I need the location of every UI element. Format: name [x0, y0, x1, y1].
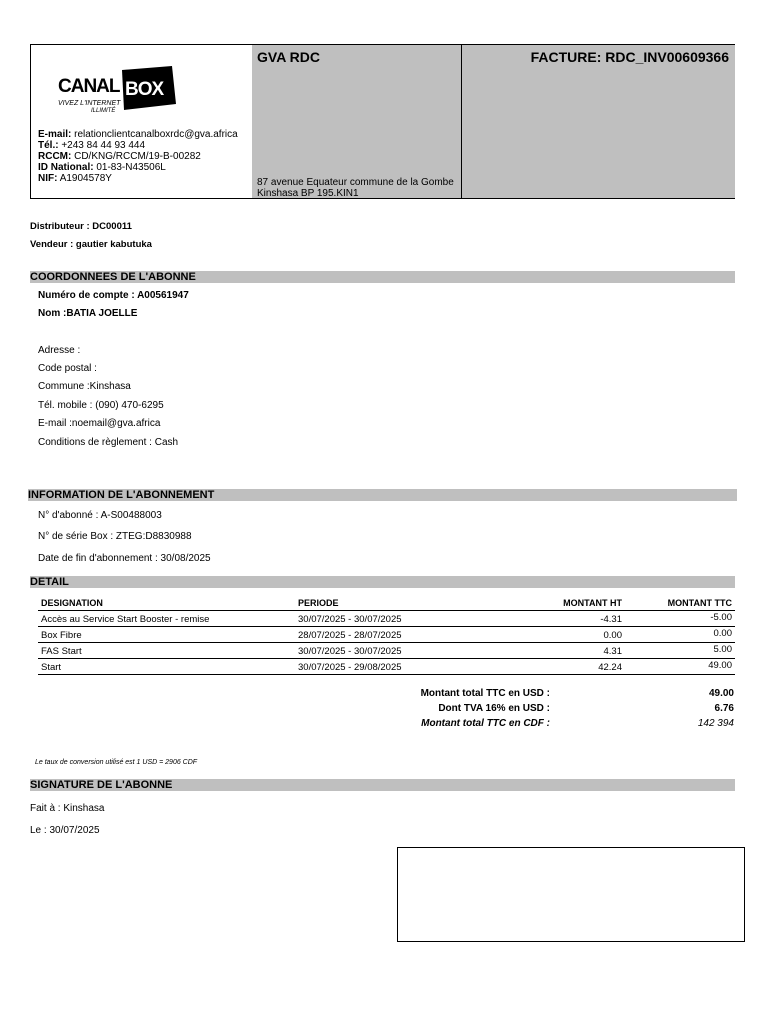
table-row: [38, 643, 735, 659]
total-ttc-cdf-value: 142 394: [697, 718, 734, 729]
logo-tagline-2: ILLIMITÉ: [91, 108, 116, 114]
row-periode: 30/07/2025 - 30/07/2025: [295, 643, 495, 659]
box-serial: N° de série Box : ZTEG:D8830988: [38, 531, 192, 542]
canalbox-logo: [58, 62, 176, 114]
payment-conditions: Conditions de règlement : Cash: [38, 437, 179, 448]
seller: Vendeur : gautier kabutuka: [30, 239, 152, 250]
table-row: [38, 611, 735, 627]
nif-label: NIF:: [38, 173, 58, 184]
row-ttc: 5.00: [625, 643, 735, 659]
subscriber-email: E-mail :noemail@gva.africa: [38, 418, 161, 429]
nif-value: A1904578Y: [59, 173, 112, 184]
idnat-value: 01-83-N43506L: [96, 162, 166, 173]
idnat-label: ID National:: [38, 162, 94, 173]
subscriber-commune: Commune :Kinshasa: [38, 381, 131, 392]
row-periode: 28/07/2025 - 28/07/2025: [295, 627, 495, 643]
invoice-title-cell: [462, 45, 735, 198]
company-name: GVA RDC: [257, 49, 320, 65]
row-designation: Box Fibre: [38, 627, 295, 643]
logo-text-box: BOX: [125, 79, 164, 100]
subscriber-mobile: Tél. mobile : (090) 470-6295: [38, 400, 164, 411]
subscriber-name: Nom :BATIA JOELLE: [38, 308, 138, 319]
signature-place: Fait à : Kinshasa: [30, 803, 105, 814]
section-detail-title: DETAIL: [30, 576, 735, 588]
row-ht: 42.24: [495, 659, 625, 675]
col-montant-ht: MONTANT HT: [495, 595, 625, 611]
section-subscription-title: INFORMATION DE L'ABONNEMENT: [28, 489, 737, 501]
signature-box[interactable]: [397, 847, 745, 942]
row-designation: Accès au Service Start Booster - remise: [38, 611, 295, 627]
tel-label: Tél.:: [38, 140, 59, 151]
subscriber-postal: Code postal :: [38, 363, 97, 374]
tva-value: 6.76: [714, 703, 734, 714]
detail-table: [38, 595, 735, 675]
detail-header-row: [38, 595, 735, 611]
row-ttc: 49.00: [625, 659, 735, 675]
company-address-cell: [252, 45, 462, 198]
conversion-note: Le taux de conversion utilisé est 1 USD = 2906 CDF: [35, 759, 198, 766]
total-ttc-cdf-label: Montant total TTC en CDF :: [421, 718, 550, 729]
company-address-line-1: 87 avenue Equateur commune de la Gombe: [257, 177, 454, 188]
row-ttc: 0.00: [625, 627, 735, 643]
total-ttc-usd-label: Montant total TTC en USD :: [420, 688, 550, 699]
logo-text-canal: CANAL: [58, 76, 120, 97]
table-row: [38, 659, 735, 675]
row-ht: 4.31: [495, 643, 625, 659]
email-value: relationclientcanalboxrdc@gva.africa: [74, 129, 238, 140]
distributor: Distributeur : DC00011: [30, 221, 132, 232]
tel-value: +243 84 44 93 444: [61, 140, 146, 151]
invoice-title: FACTURE: RDC_INV00609366: [530, 49, 729, 65]
col-designation: DESIGNATION: [38, 595, 295, 611]
row-ht: 0.00: [495, 627, 625, 643]
subscriber-address: Adresse :: [38, 345, 81, 356]
invoice-header: [30, 44, 735, 199]
section-subscriber-title: COORDONNEES DE L'ABONNE: [30, 271, 735, 283]
row-ht: -4.31: [495, 611, 625, 627]
row-ttc: -5.00: [625, 611, 735, 627]
company-info-cell: [31, 45, 253, 198]
total-ttc-usd-value: 49.00: [708, 688, 734, 699]
account-number: Numéro de compte : A00561947: [38, 290, 189, 301]
subscriber-number: N° d'abonné : A-S00488003: [38, 510, 162, 521]
row-designation: FAS Start: [38, 643, 295, 659]
rccm-value: CD/KNG/RCCM/19-B-00282: [74, 151, 201, 162]
logo-tagline-1: VIVEZ L'INTERNET: [58, 100, 121, 107]
signature-date: Le : 30/07/2025: [30, 825, 100, 836]
rccm-label: RCCM:: [38, 151, 72, 162]
row-designation: Start: [38, 659, 295, 675]
row-periode: 30/07/2025 - 29/08/2025: [295, 659, 495, 675]
col-periode: PERIODE: [295, 595, 495, 611]
col-montant-ttc: MONTANT TTC: [625, 595, 735, 611]
company-address-line-2: Kinshasa BP 195.KIN1: [257, 188, 359, 199]
email-label: E-mail:: [38, 129, 72, 140]
tva-label: Dont TVA 16% en USD :: [438, 703, 550, 714]
subscription-end-date: Date de fin d'abonnement : 30/08/2025: [38, 553, 211, 564]
row-periode: 30/07/2025 - 30/07/2025: [295, 611, 495, 627]
table-row: [38, 627, 735, 643]
section-signature-title: SIGNATURE DE L'ABONNE: [30, 779, 735, 791]
